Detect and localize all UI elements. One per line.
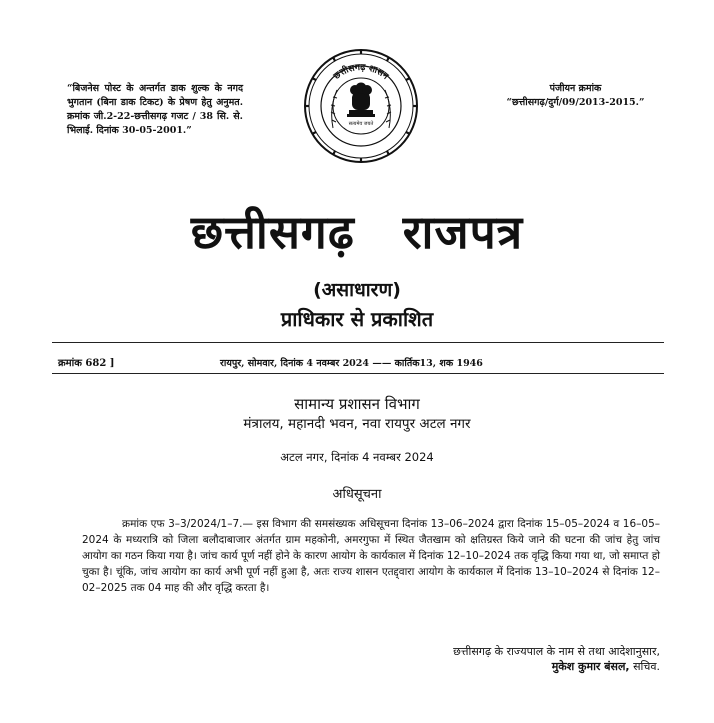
notification-heading: अधिसूचना bbox=[332, 487, 382, 502]
authority-label: प्राधिकार से प्रकाशित bbox=[280, 307, 434, 331]
signatory-name: मुकेश कुमार बंसल, bbox=[551, 660, 630, 673]
signatory-title: सचिव. bbox=[633, 660, 660, 673]
postal-permit-note: “बिजनेस पोस्ट के अन्तर्गत डाक शुल्क के नगद भुगतान (बिना डाक टिकट) के प्रेषण हेतु अनुमत. क्रमांक जी.2-22-छत्तीसगढ़ गजट / 38 सि. से. भिलाई. दिनांक 30-05-2001.” bbox=[67, 83, 243, 136]
state-emblem-seal-icon bbox=[303, 48, 419, 164]
top-divider bbox=[52, 342, 664, 343]
registration-label: पंजीयन क्रमांक bbox=[549, 83, 602, 94]
issue-number: क्रमांक 682 ] bbox=[58, 358, 115, 369]
seal-motto: सत्यमेव जयते bbox=[348, 121, 374, 127]
signature-line bbox=[300, 659, 660, 674]
extraordinary-label: (असाधारण) bbox=[313, 279, 401, 301]
department-address: मंत्रालय, महानदी भवन, नवा रायपुर अटल नगर bbox=[243, 416, 471, 432]
department-name: सामान्य प्रशासन विभाग bbox=[294, 395, 420, 413]
gazette-title: छत्तीसगढ़ राजपत्र bbox=[190, 205, 524, 259]
issue-date-line: रायपुर, सोमवार, दिनांक 4 नवम्बर 2024 —— कार्तिक13, शक 1946 bbox=[220, 358, 483, 369]
registration-number: “छत्तीसगढ़/दुर्ग/09/2013-2015.” bbox=[506, 97, 645, 108]
seal-top-text: छत्तीसगढ़ शासन bbox=[332, 62, 390, 82]
order-line: छत्तीसगढ़ के राज्यपाल के नाम से तथा आदेशानुसार, bbox=[453, 645, 660, 658]
bottom-divider bbox=[52, 373, 664, 374]
place-date: अटल नगर, दिनांक 4 नवम्बर 2024 bbox=[280, 450, 434, 464]
registration-note bbox=[488, 82, 663, 110]
notification-body: क्रमांक एफ 3–3/2024/1–7.— इस विभाग की समसंख्यक अधिसूचना दिनांक 13–06–2024 द्वारा दिनांक 15–05–2024 व 16–05–2024 के मध्यरात्रि को जिला बलौदाबाजार अंतर्गत ग्राम महकोनी, अमरगुफा में स्थित जैतखाम को क्षतिग्रस्त किये जाने की घटना की जांच हेतु जांच आयोग का गठन किया गया है। जांच कार्य पूर्ण नहीं होने के कारण आयोग के कार्यकाल में दिनांक 12–10–2024 तक वृद्धि किया गया था, जो समाप्त हो चुका है। चूंकि, जांच आयोग का कार्य अभी पूर्ण नहीं हुआ है, अतः राज्य शासन एतद्द्वारा आयोग के कार्यकाल में दिनांक 13–10–2024 से दिनांक 12–02–2025 तक 04 माह की और वृद्धि करता है। bbox=[82, 518, 660, 594]
